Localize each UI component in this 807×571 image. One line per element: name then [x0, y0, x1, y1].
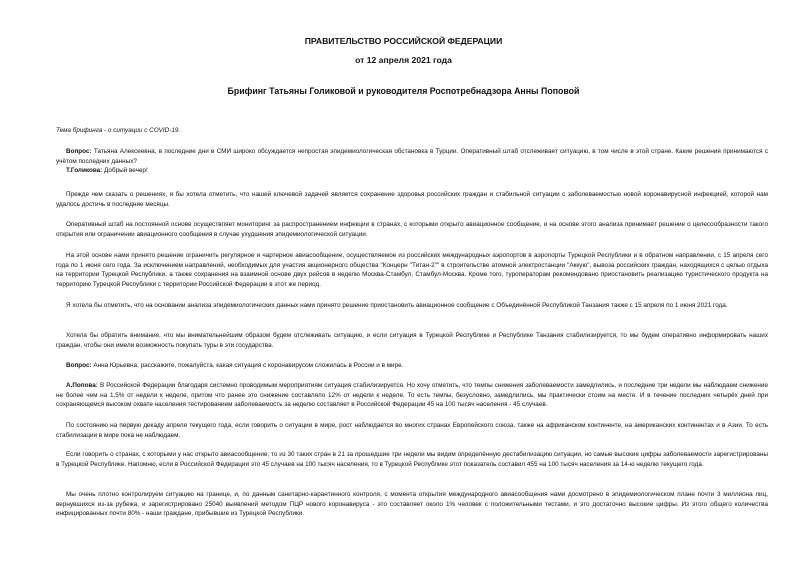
question-1-speaker: Вопрос: — [66, 148, 92, 155]
briefing-theme: Тема брифинга - о ситуации с COVID-19. — [56, 127, 181, 134]
question-2 — [56, 361, 768, 371]
question-2-speaker: Вопрос: — [66, 362, 92, 369]
paragraph-5: Хотела бы обратить внимание, что мы внимательнейшим образом будем отслеживать ситуацию, и если ситуация в Турецкой Республике и Республике Танзания стабилизируется, то мы будем оперативно информировать наших граждан, чтобы они имели возможность покупать туры в эти государства. — [56, 332, 768, 349]
paragraph-4: Я хотела бы отметить, что на основании анализа эпидемиологических данных нами принято решение приостановить авиационное сообщение с Объединённой Республикой Танзания также с 15 апреля по 1 июня 2021 года. — [66, 302, 728, 309]
paragraph-3: На этой основе нами принято решение ограничить регулярное и чартерное авиасообщение, осуществляемое из российских международных аэропортов в аэропорты Турецкой Республики и в обратном направлении, с 15 апреля сего года по 1 июня сего года. За исключением направлений, необходимых для участия акционерного общества "Концерн "Титан-2"" в строительстве атомной электростанции "Аккую", вывоза российских граждан, находящихся с целью отдыха на территории Турецкой Республики, а также сохранения на взаимной основе двух рейсов в неделю Москва-Стамбул, Стамбул-Москва. Кроме того, туроператорам рекомендовано приостановить реализацию туристического продукта на территорию Турецкой Республики с территории Российской Федерации в этот же период. — [56, 252, 768, 288]
answer-1-text: Добрый вечер! — [102, 167, 148, 174]
paragraph-8: Мы очень плотно контролируем ситуацию на границе, и, по данным санитарно-карантинного контроля, с момента открытия международного авиасообщения нами досмотрено в эпидемиологическом плане почти 3 миллиона лиц, вернувшихся из-за рубежа, и зарегистрировано 25040 выявлений методом ПЦР нового коронавируса - это составляет около 1% человек с положительными тестами, и это достаточно высокие цифры. Из этого общего количества инфицированных почти 80% - наши граждане, прибывшие из Турецкой Республики. — [56, 491, 768, 518]
paragraph-2: Оперативный штаб на постоянной основе осуществляет мониторинг за распространением инфекции в странах, с которыми открыто авиационное сообщение, и на основе этого анализа принимает решение о целесообразности такого открытия или ограничении авиационного сообщения в случае ухудшения эпидемиологической ситуации. — [56, 221, 768, 238]
answer-2-text: В Российской Федерации благодаря системно проводимым мероприятиям ситуация стабилизируется. Но хочу отметить, что темпы снижения заболеваемости замедлились, и последние три недели мы наблюдаем снижение не более чем на 1,5% от недели к неделе, притом что ранее это снижение составляло 12% от недели к неделе. То есть темпы, безусловно, замедлились, мы практически стоим на месте. И в течение последних четырёх дней при сохраняющемся высоком охвате населения тестированием заболеваемость за неделю составляет в Российской Федерации 45 на 100 тысяч населения - 45 случаев. — [56, 382, 768, 409]
question-2-text: Анна Юрьевна, расскажите, пожалуйста, какая ситуация с коронавирусом сложилась в России и в мире. — [91, 362, 404, 369]
date-heading: от 12 апреля 2021 года — [355, 55, 452, 65]
government-heading: ПРАВИТЕЛЬСТВО РОССИЙСКОЙ ФЕДЕРАЦИИ — [304, 36, 503, 46]
answer-2-speaker: А.Попова: — [66, 382, 98, 389]
paragraph-7: Если говорить о странах, с которыми у нас открыто авиасообщение, то из 30 таких стран в 21 за прошедшие три недели мы видим определённую дестабилизацию ситуации, но самые высокие цифры заболеваемости зарегистрированы в Турецкой Республике. Напомню, если в Российской Федерации это 45 случаев на 100 тысяч населения, то в Турецкой Республике этот показатель составил 455 на 100 тысяч населения за 14-ю неделю текущего года. — [56, 451, 768, 468]
briefing-title: Брифинг Татьяны Голиковой и руководителя Роспотребнадзора Анны Поповой — [227, 86, 580, 96]
question-1 — [56, 147, 768, 166]
paragraph-6: По состоянию на первую декаду апреля текущего года, если говорить о ситуации в мире, рост наблюдается во многих странах Европейского союза, также на африканском континенте, на американских континентах и в Азии. То есть стабилизации в мире пока не наблюдаем. — [56, 422, 768, 439]
answer-1 — [56, 166, 768, 176]
paragraph-1: Прежде чем сказать о решениях, я бы хотела отметить, что нашей ключевой задачей является сохранение здоровья российских граждан и стабильной ситуации с заболеваемостью новой коронавирусной инфекцией, которой нам удалось достичь в последние месяцы. — [56, 191, 768, 208]
question-1-text: Татьяна Алексеевна, в последние дни в СМИ широко обсуждается непростая эпидемиологическая обстановка в Турции. Оперативный штаб отслеживает ситуацию, в том числе в этой стране. Какие решения принимаются с учётом последних данных? — [56, 148, 768, 165]
answer-1-speaker: Т.Голикова: — [66, 167, 103, 174]
answer-2 — [56, 381, 768, 410]
